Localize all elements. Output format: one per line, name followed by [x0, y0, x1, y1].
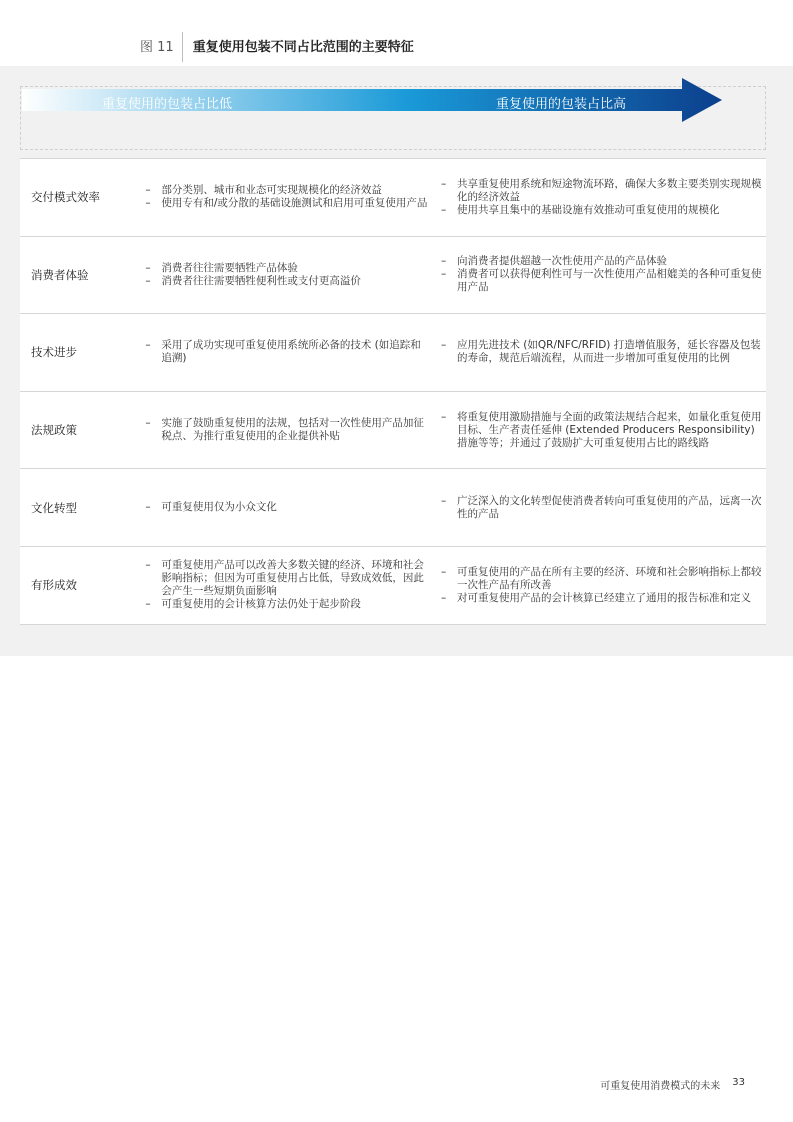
- high-share-cell: [431, 237, 766, 314]
- header-divider: [182, 32, 183, 62]
- high-share-cell: [431, 469, 766, 546]
- characteristics-table: [20, 158, 766, 625]
- list-item: – 可重复使用产品可以改善大多数关键的经济、环境和社会影响指标；但因为可重复使用占比低，导致成效低，因此会产生一些短期负面影响: [145, 559, 431, 598]
- table-row: [20, 392, 766, 470]
- table-row: [20, 314, 766, 392]
- list-item: – 可重复使用的会计核算方法仍处于起步阶段: [145, 598, 431, 611]
- list-item: – 可重复使用仅为小众文化: [145, 501, 277, 514]
- list-item: – 应用先进技术 (如QR/NFC/RFID) 打造增值服务，延长容器及包装的寿命，规范后端流程，从而进一步增加可重复使用的比例: [441, 339, 766, 365]
- high-share-cell: [431, 392, 766, 469]
- footer-title: 可重复使用消费模式的未来: [600, 1081, 721, 1092]
- low-share-cell: [139, 392, 431, 469]
- row-label: 交付模式效率: [31, 190, 100, 205]
- list-item: – 共享重复使用系统和短途物流环路，确保大多数主要类别实现规模化的经济效益: [441, 178, 766, 204]
- table-row: [20, 159, 766, 237]
- low-share-cell: [139, 469, 431, 546]
- figure-header: [140, 32, 414, 64]
- high-share-cell: [431, 547, 766, 624]
- list-item: – 部分类别、城市和业态可实现规模化的经济效益: [145, 184, 427, 197]
- figure-label: 图 11: [140, 40, 174, 55]
- row-label: 有形成效: [31, 578, 77, 593]
- list-item: – 对可重复使用产品的会计核算已经建立了通用的报告标准和定义: [441, 592, 766, 605]
- list-item: – 消费者往往需要牺牲产品体验: [145, 262, 361, 275]
- list-item: – 使用专有和/或分散的基础设施测试和启用可重复使用产品: [145, 197, 427, 210]
- row-label: 消费者体验: [31, 267, 89, 282]
- table-row: [20, 469, 766, 547]
- arrow-label-low: 重复使用的包装占比低: [102, 97, 233, 112]
- list-item: – 可重复使用的产品在所有主要的经济、环境和社会影响指标上都较一次性产品有所改善: [441, 566, 766, 592]
- low-share-cell: [139, 237, 431, 314]
- list-item: – 实施了鼓励重复使用的法规，包括对一次性使用产品加征税点、为推行重复使用的企业提供补贴: [145, 417, 431, 443]
- list-item: – 将重复使用激励措施与全面的政策法规结合起来，如量化重复使用目标、生产者责任延伸 (Extended Producers Responsibility) 措施等等；并通过了鼓励扩大可重复使用占比的路线路: [441, 411, 766, 450]
- row-label: 法规政策: [31, 423, 77, 438]
- list-item: – 消费者可以获得便利性可与一次性使用产品相媲美的各种可重复使用产品: [441, 268, 766, 294]
- row-label: 文化转型: [31, 500, 77, 515]
- row-label: 技术进步: [31, 345, 77, 360]
- low-share-cell: [139, 159, 431, 236]
- page-footer: [600, 1077, 745, 1092]
- high-share-cell: [431, 314, 766, 391]
- page-number: 33: [732, 1077, 745, 1088]
- table-row: [20, 237, 766, 315]
- figure-panel: [0, 66, 793, 656]
- list-item: – 向消费者提供超越一次性使用产品的产品体验: [441, 255, 766, 268]
- high-share-cell: [431, 159, 766, 236]
- list-item: – 广泛深入的文化转型促使消费者转向可重复使用的产品，远离一次性的产品: [441, 495, 766, 521]
- list-item: – 采用了成功实现可重复使用系统所必备的技术 (如追踪和追溯): [145, 339, 431, 365]
- arrow-label-high: 重复使用的包装占比高: [496, 97, 627, 112]
- low-share-cell: [139, 547, 431, 624]
- figure-title: 重复使用包装不同占比范围的主要特征: [192, 40, 414, 55]
- list-item: – 消费者往往需要牺牲便利性或支付更高溢价: [145, 275, 361, 288]
- list-item: – 使用共享且集中的基础设施有效推动可重复使用的规模化: [441, 204, 766, 217]
- low-share-cell: [139, 314, 431, 391]
- table-row: [20, 547, 766, 625]
